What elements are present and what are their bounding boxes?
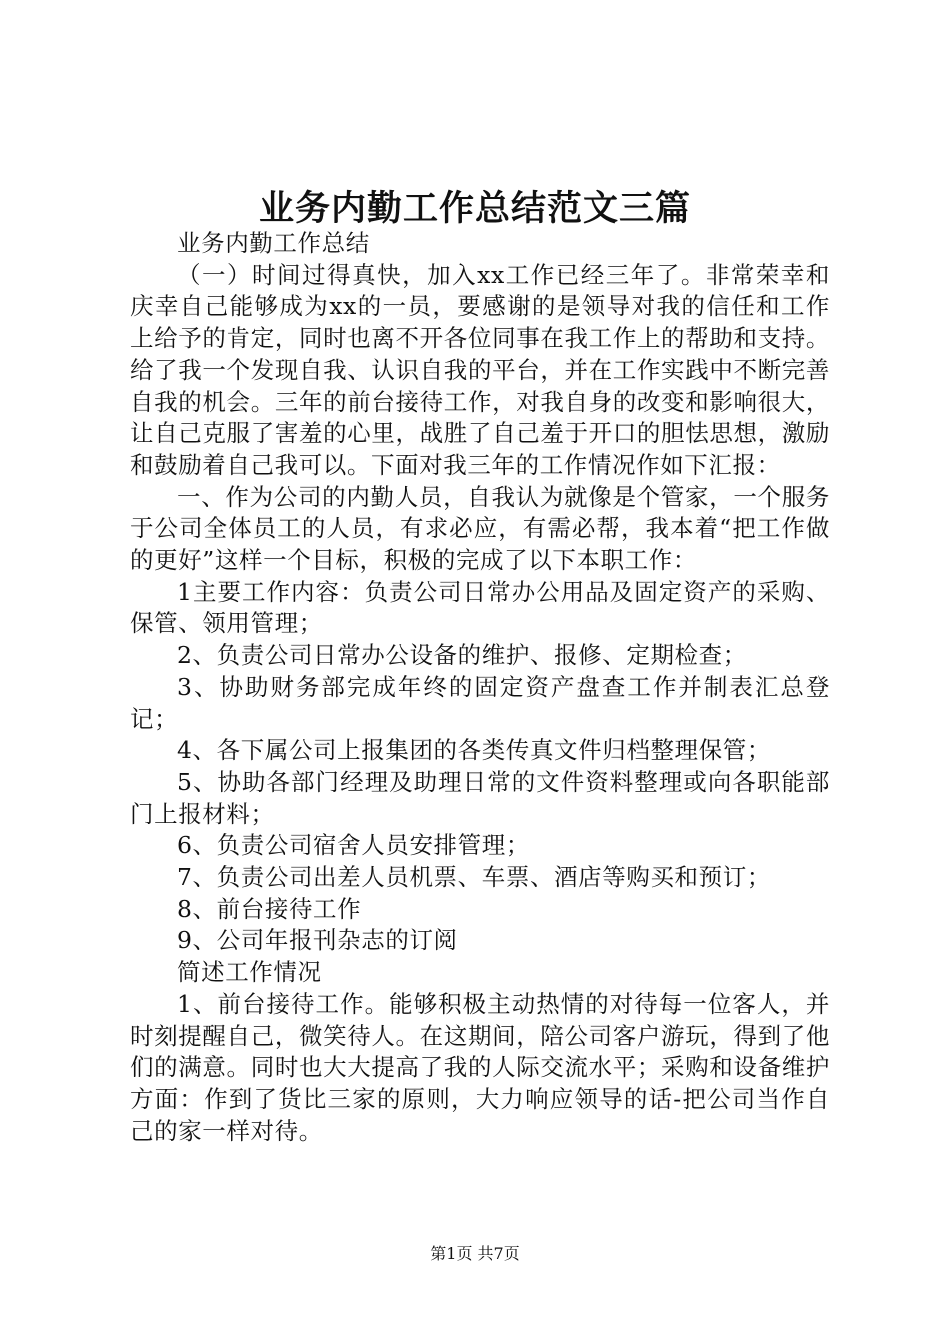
body-paragraph: （一）时间过得真快，加入xx工作已经三年了。非常荣幸和庆幸自己能够成为xx的一员，要感谢的是领导对我的信任和工作上给予的肯定，同时也离不开各位同事在我工作上的帮助和支持。给了我一个发现自我、认识自我的平台，并在工作实践中不断完善自我的机会。三年的前台接待工作，对我自身的改变和影响很大，让自己克服了害羞的心里，战胜了自己羞于开口的胆怯思想，激励和鼓励着自己我可以。下面对我三年的工作情况作如下汇报： bbox=[130, 260, 830, 479]
document-body bbox=[130, 228, 830, 1147]
document-title: 业务内勤工作总结范文三篇 bbox=[258, 188, 691, 229]
page-number-footer: 第1页 共7页 bbox=[430, 1244, 520, 1263]
list-item: 7、负责公司出差人员机票、车票、酒店等购买和预订； bbox=[177, 863, 771, 892]
body-paragraph: 1、前台接待工作。能够积极主动热情的对待每一位客人，并时刻提醒自己，微笑待人。在这期间，陪公司客户游玩，得到了他们的满意。同时也大大提高了我的人际交流水平；采购和设备维护方面：作到了货比三家的原则，大力响应领导的话-把公司当作自己的家一样对待。 bbox=[130, 989, 830, 1145]
list-item: 2、负责公司日常办公设备的维护、报修、定期检查； bbox=[177, 641, 747, 670]
list-item: 4、各下属公司上报集团的各类传真文件归档整理保管； bbox=[177, 736, 771, 765]
list-item: 3、协助财务部完成年终的固定资产盘查工作并制表汇总登记； bbox=[130, 672, 830, 733]
section-heading: 简述工作情况 bbox=[177, 958, 322, 987]
body-paragraph: 一、作为公司的内勤人员，自我认为就像是个管家，一个服务于公司全体员工的人员，有求必应，有需必帮，我本着“把工作做的更好”这样一个目标，积极的完成了以下本职工作： bbox=[130, 482, 830, 575]
list-item: 1主要工作内容：负责公司日常办公用品及固定资产的采购、保管、领用管理； bbox=[130, 577, 830, 638]
section-heading: 业务内勤工作总结 bbox=[177, 229, 370, 257]
list-item: 8、前台接待工作 bbox=[177, 894, 362, 923]
list-item: 5、协助各部门经理及助理日常的文件资料整理或向各职能部门上报材料； bbox=[130, 767, 830, 828]
list-item: 9、公司年报刊杂志的订阅 bbox=[177, 926, 458, 955]
list-item: 6、负责公司宿舍人员安排管理； bbox=[177, 831, 530, 860]
